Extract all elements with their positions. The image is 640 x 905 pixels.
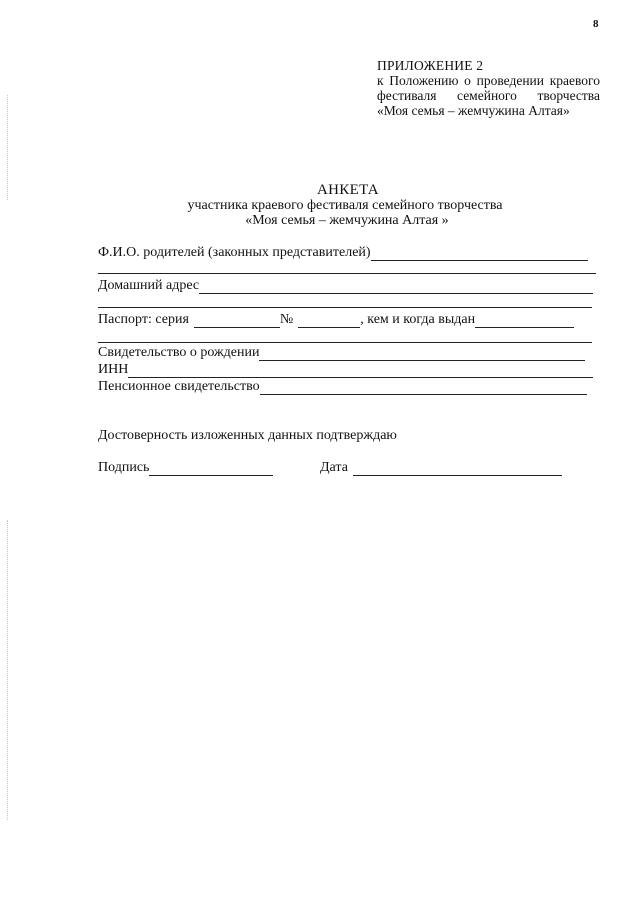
parents-field[interactable] [98,243,588,261]
inn-blank[interactable] [128,363,593,378]
passport-number-label: № [279,312,294,327]
parents-label: Ф.И.О. родителей (законных представителей) [98,245,371,260]
confirmation-text: Достоверность изложенных данных подтверждаю [98,428,397,443]
festival-name: «Моя семья – жемчужина Алтая » [245,213,449,228]
birth-certificate-blank[interactable] [259,346,585,361]
pension-certificate-blank[interactable] [260,380,587,395]
passport-series-label: Паспорт: серия [98,312,189,327]
passport-series-blank[interactable] [194,313,280,328]
date-label: Дата [320,460,348,475]
inn-label: ИНН [98,362,129,377]
birth-certificate-label: Свидетельство о рождении [98,345,260,360]
form-subtitle: участника краевого фестиваля семейного творчества [187,198,503,213]
pension-certificate-label: Пенсионное свидетельство [98,379,260,394]
page-number: 8 [593,18,599,30]
passport-number-blank[interactable] [298,313,360,328]
signature-blank[interactable] [149,461,273,476]
inn-field[interactable] [98,360,593,378]
address-line-2[interactable] [98,307,592,308]
pension-certificate-field[interactable] [98,377,587,395]
signature-label: Подпись [98,460,150,475]
date-field[interactable] [320,460,562,476]
passport-issued-blank[interactable] [475,313,574,328]
passport-field[interactable] [98,310,574,328]
address-label: Домашний адрес [98,278,200,293]
appendix-body: к Положению о проведении краевого фестиваля семейного творчества «Моя семья – жемчужина Алтая» [377,73,600,118]
address-blank[interactable] [199,279,593,294]
passport-issued-label: , кем и когда выдан [360,312,476,327]
parents-blank[interactable] [371,246,588,261]
date-blank[interactable] [353,461,562,476]
appendix-block [377,58,600,118]
address-field[interactable] [98,276,593,294]
margin-dots-bottom [7,520,9,820]
signature-field[interactable] [98,460,273,476]
appendix-title: ПРИЛОЖЕНИЕ 2 [377,58,484,73]
birth-certificate-field[interactable] [98,343,585,361]
parents-line-2[interactable] [98,273,596,274]
form-title: АНКЕТА [317,182,379,198]
form-heading [0,183,640,228]
